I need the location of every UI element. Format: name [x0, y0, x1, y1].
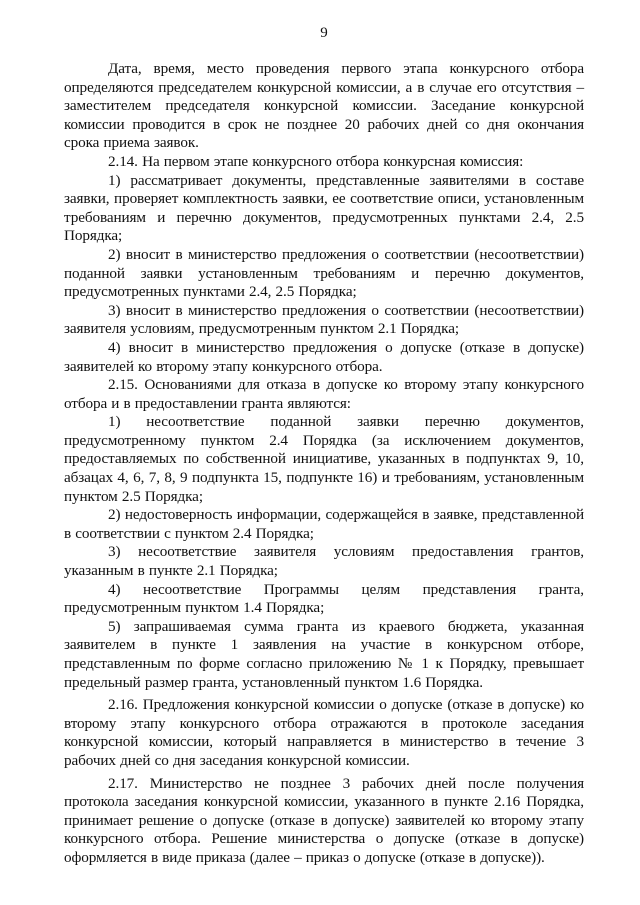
paragraph-2-15: 2.15. Основаниями для отказа в допуске ко второму этапу конкурсного отбора и в предоставлении гранта являются: — [64, 376, 584, 412]
paragraph-2-14-item-3: 3) вносит в министерство предложения о соответствии (несоответствии) заявителя условиям, предусмотренным пунктом 2.1 Порядка; — [64, 301, 584, 338]
paragraph-2-14-item-4: 4) вносит в министерство предложения о допуске (отказе в допуске) заявителей ко второму этапу конкурсного отбора. — [64, 338, 584, 375]
paragraph-2-14: 2.14. На первом этапе конкурсного отбора конкурсная комиссия: — [108, 152, 524, 170]
page-number: 9 — [320, 25, 328, 41]
paragraph-2-15-item-2: 2) недостоверность информации, содержащейся в заявке, представленной в соответствии с пунктом 2.4 Порядка; — [64, 506, 584, 542]
paragraph-2-16: 2.16. Предложения конкурсной комиссии о допуске (отказе в допуске) ко второму этапу конкурсного отбора отражаются в протоколе заседания конкурсной комиссии, который направляется в министерство в течение 3 рабочих дней со дня заседания конкурсной комиссии. — [64, 696, 584, 769]
paragraph-2-15-item-1: 1) несоответствие поданной заявки перечню документов, предусмотренному пунктом 2.4 Порядка (за исключением документов, предоставляемых по собственной инициативе, указанных в подпунктах 9, 10, абзацах 4, 6, 7, 8, 9 подпункта 15, подпункте 16) и требованиям, установленным пунктом 2.5 Порядка; — [64, 413, 584, 505]
paragraph-2-14-item-2: 2) вносит в министерство предложения о соответствии (несоответствии) поданной заявки установленным требованиям и перечню документов, предусмотренных пунктами 2.4, 2.5 Порядка; — [64, 245, 584, 301]
paragraph-2-14-item-1: 1) рассматривает документы, представленные заявителями в составе заявки, проверяет комплектность заявки, ее соответствие описи, установленным требованиям и перечню документов, предусмотренных пунктами 2.4, 2.5 Порядка; — [64, 171, 584, 245]
paragraph-2-15-item-4: 4) несоответствие Программы целям представления гранта, предусмотренным пунктом 1.4 Порядка; — [64, 580, 584, 617]
paragraph-2-15-item-3: 3) несоответствие заявителя условиям предоставления грантов, указанным в пункте 2.1 Порядка; — [64, 543, 584, 580]
paragraph-2-15-item-5: 5) запрашиваемая сумма гранта из краевого бюджета, указанная заявителем в пункте 1 заявления на участие в конкурсном отборе, представленным по форме согласно приложению № 1 к Порядку, превышает предельный размер гранта, установленный пунктом 1.6 Порядка. — [64, 617, 584, 691]
paragraph-schedule: Дата, время, место проведения первого этапа конкурсного отбора определяются председателем конкурсной комиссии, а в случае его отсутствия – заместителем председателя конкурсной комиссии. Заседание конкурсной комиссии проводится в срок не позднее 20 рабочих дней со дня окончания срока приема заявок. — [64, 60, 584, 152]
document-page — [64, 24, 584, 868]
paragraph-2-17: 2.17. Министерство не позднее 3 рабочих дней после получения протокола заседания конкурсной комиссии, указанного в пункте 2.16 Порядка, принимает решение о допуске (отказе в допуске) заявителей ко второму этапу конкурсного отбора. Решение министерства о допуске (отказе в допуске) оформляется в виде приказа (далее – приказ о допуске (отказе в допуске)). — [64, 774, 584, 866]
